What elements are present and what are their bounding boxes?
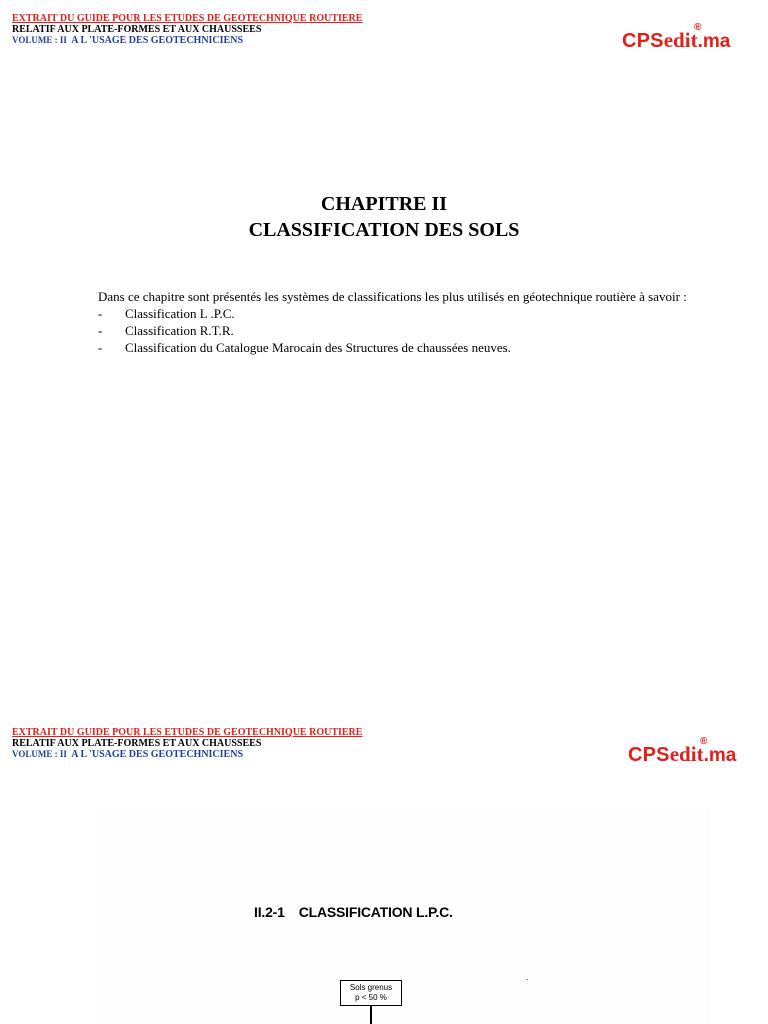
- header-subtitle: RELATIF AUX PLATE-FORMES ET AUX CHAUSSEES: [12, 24, 262, 35]
- header-volume-number: VOLUME : II: [12, 749, 67, 759]
- list-item-text: Classification R.T.R.: [125, 323, 234, 338]
- chapter-intro: [98, 288, 698, 356]
- diagram-connector-line: [370, 1006, 372, 1024]
- logo-ma: .ma: [703, 745, 737, 766]
- header-guide-title[interactable]: EXTRAIT DU GUIDE POUR LES ETUDES DE GEOTECHNIQUE ROUTIERE: [12, 727, 363, 738]
- scan-speck: [527, 979, 528, 980]
- page-header: [12, 13, 362, 46]
- cpsedit-logo[interactable]: [622, 22, 731, 53]
- list-item: [98, 339, 698, 356]
- chapter-title: CHAPITRE II: [320, 193, 448, 215]
- section-title: CLASSIFICATION L.P.C.: [298, 904, 453, 920]
- logo-registered-mark: ®: [700, 736, 708, 747]
- list-item: [98, 322, 698, 339]
- section-number: II.2-1: [254, 904, 285, 920]
- header-volume-number: VOLUME : II: [12, 35, 67, 45]
- header-volume-usage: A L 'USAGE DES GEOTECHNICIENS: [71, 749, 243, 760]
- document-page-2: [0, 718, 768, 1024]
- list-bullet: -: [98, 323, 103, 338]
- header-subtitle: RELATIF AUX PLATE-FORMES ET AUX CHAUSSEES: [12, 738, 262, 749]
- logo-cps: CPS: [628, 744, 670, 766]
- box-label-line2: p < 50 %: [355, 993, 387, 1002]
- header-volume: [12, 749, 362, 760]
- list-bullet: -: [98, 306, 103, 321]
- logo-edit: edit: [663, 28, 698, 52]
- list-item-text: Classification L .P.C.: [125, 306, 235, 321]
- logo-ma: .ma: [697, 31, 731, 52]
- list-bullet: -: [98, 340, 103, 355]
- soil-class-box: [340, 980, 402, 1006]
- page-header: [12, 727, 362, 760]
- section-heading: [254, 904, 453, 920]
- logo-cps: CPS: [622, 30, 664, 52]
- chapter-subtitle: CLASSIFICATION DES SOLS: [248, 219, 520, 241]
- logo-registered-mark: ®: [694, 22, 702, 33]
- header-guide-title[interactable]: EXTRAIT DU GUIDE POUR LES ETUDES DE GEOTECHNIQUE ROUTIERE: [12, 13, 363, 24]
- list-item-text: Classification du Catalogue Marocain des Structures de chaussées neuves.: [125, 340, 511, 355]
- box-label-line1: Sols grenus: [349, 983, 393, 992]
- list-item: [98, 305, 698, 322]
- header-volume: [12, 35, 362, 46]
- logo-edit: edit: [669, 742, 704, 766]
- cpsedit-logo[interactable]: [628, 736, 737, 767]
- intro-paragraph: Dans ce chapitre sont présentés les systèmes de classifications les plus utilisés en géotechnique routière à savoir :: [98, 289, 687, 304]
- header-volume-usage: A L 'USAGE DES GEOTECHNICIENS: [71, 35, 243, 46]
